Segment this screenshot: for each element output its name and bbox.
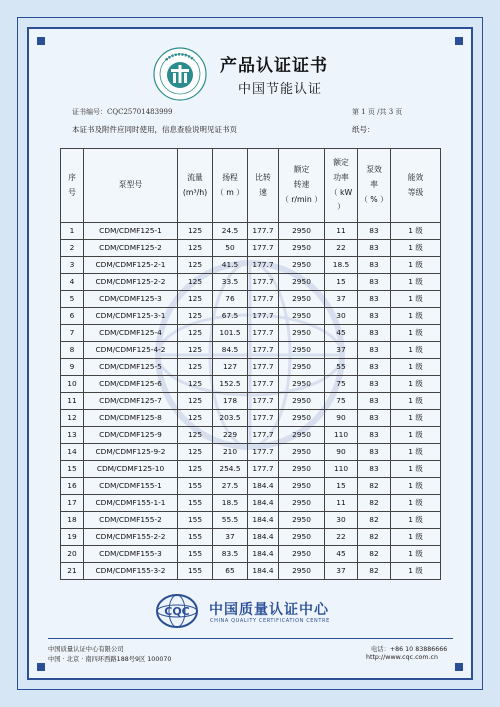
column-header-line: 等级 — [407, 187, 424, 197]
table-cell: CDM/CDMF125-10 — [84, 461, 178, 478]
table-cell: 152.5 — [213, 376, 248, 393]
column-header-line: 号 — [68, 187, 76, 197]
table-cell: 127 — [213, 359, 248, 376]
footer-website[interactable]: http://www.cqc.com.cn — [366, 654, 438, 661]
table-cell: 2950 — [279, 359, 325, 376]
table-cell: CDM/CDMF125-2 — [84, 240, 178, 257]
table-cell: 83 — [358, 308, 391, 325]
table-row — [61, 512, 441, 529]
table-cell: 16 — [61, 478, 84, 495]
table-cell: 84.5 — [213, 342, 248, 359]
table-cell: 45 — [325, 325, 358, 342]
table-cell: CDM/CDMF155-3 — [84, 546, 178, 563]
table-cell: 83 — [358, 359, 391, 376]
table-cell: 2950 — [279, 410, 325, 427]
column-header — [248, 149, 279, 223]
table-header-row — [61, 149, 441, 223]
table-cell: 8 — [61, 342, 84, 359]
table-cell: 2950 — [279, 563, 325, 580]
table-cell: 45 — [325, 546, 358, 563]
table-cell: 125 — [178, 240, 213, 257]
table-cell: 178 — [213, 393, 248, 410]
table-cell: 2950 — [279, 529, 325, 546]
table-cell: 33.5 — [213, 274, 248, 291]
table-cell: 1 级 — [391, 274, 441, 291]
column-header-line: 功率 — [333, 172, 349, 182]
table-cell: 5 — [61, 291, 84, 308]
column-header-line: 比转 — [255, 172, 271, 182]
column-header — [61, 149, 84, 223]
table-cell: 254.5 — [213, 461, 248, 478]
table-cell: 18 — [61, 512, 84, 529]
table-cell: 110 — [325, 427, 358, 444]
corner-ornament — [455, 37, 463, 45]
table-cell: 1 级 — [391, 223, 441, 240]
table-cell: 21 — [61, 563, 84, 580]
table-cell: 17 — [61, 495, 84, 512]
table-cell: 177.7 — [248, 376, 279, 393]
column-header-line: 转速 — [293, 180, 310, 190]
column-header-line: 流量 — [187, 172, 203, 182]
column-header-line: （ m ） — [215, 187, 245, 197]
table-cell: 2950 — [279, 546, 325, 563]
cqc-globe-logo-icon — [155, 593, 199, 629]
table-cell: 55 — [325, 359, 358, 376]
table-cell: 125 — [178, 325, 213, 342]
table-row — [61, 478, 441, 495]
table-cell: 2950 — [279, 376, 325, 393]
table-row — [61, 240, 441, 257]
table-cell: 101.5 — [213, 325, 248, 342]
table-cell: 83 — [358, 342, 391, 359]
table-cell: 9 — [61, 359, 84, 376]
table-cell: 11 — [61, 393, 84, 410]
table-cell: 1 级 — [391, 444, 441, 461]
table-cell: 90 — [325, 444, 358, 461]
table-cell: 155 — [178, 512, 213, 529]
table-cell: CDM/CDMF155-1 — [84, 478, 178, 495]
table-cell: 75 — [325, 393, 358, 410]
footer-phone: 电话：+86 10 83886666 — [371, 646, 448, 653]
table-row — [61, 444, 441, 461]
table-cell: 184.4 — [248, 563, 279, 580]
table-cell: 82 — [358, 495, 391, 512]
table-cell: 125 — [178, 342, 213, 359]
column-header-line: 额定 — [333, 157, 349, 167]
table-cell: 24.5 — [213, 223, 248, 240]
table-cell: CDM/CDMF125-8 — [84, 410, 178, 427]
table-cell: 65 — [213, 563, 248, 580]
table-cell: 1 级 — [391, 359, 441, 376]
table-cell: 177.7 — [248, 223, 279, 240]
table-cell: 177.7 — [248, 359, 279, 376]
table-cell: 210 — [213, 444, 248, 461]
table-cell: 15 — [325, 274, 358, 291]
table-cell: 7 — [61, 325, 84, 342]
table-row — [61, 274, 441, 291]
table-cell: 2950 — [279, 478, 325, 495]
table-cell: CDM/CDMF155-2 — [84, 512, 178, 529]
table-cell: 184.4 — [248, 546, 279, 563]
table-cell: 3 — [61, 257, 84, 274]
table-cell: 27.5 — [213, 478, 248, 495]
table-cell: 177.7 — [248, 444, 279, 461]
column-header-line: (m³/h) — [182, 187, 208, 197]
table-cell: 125 — [178, 308, 213, 325]
table-row — [61, 342, 441, 359]
table-cell: 177.7 — [248, 325, 279, 342]
table-cell: 125 — [178, 393, 213, 410]
table-cell: 1 级 — [391, 427, 441, 444]
footer-divider — [48, 638, 453, 639]
table-cell: 155 — [178, 495, 213, 512]
table-cell: CDM/CDMF125-3-1 — [84, 308, 178, 325]
table-cell: CDM/CDMF125-2-2 — [84, 274, 178, 291]
table-row — [61, 291, 441, 308]
table-cell: 2950 — [279, 512, 325, 529]
table-cell: 110 — [325, 461, 358, 478]
table-cell: CDM/CDMF125-3 — [84, 291, 178, 308]
column-header-line: 泵型号 — [118, 180, 143, 190]
table-row — [61, 427, 441, 444]
table-cell: 177.7 — [248, 291, 279, 308]
table-cell: 37 — [325, 342, 358, 359]
table-row — [61, 461, 441, 478]
table-cell: 67.5 — [213, 308, 248, 325]
column-header-line: （ % ） — [360, 194, 388, 204]
table-cell: 83 — [358, 274, 391, 291]
table-cell: 2950 — [279, 240, 325, 257]
table-cell: 125 — [178, 291, 213, 308]
table-cell: 177.7 — [248, 257, 279, 274]
table-cell: 177.7 — [248, 274, 279, 291]
table-cell: 177.7 — [248, 410, 279, 427]
table-cell: 1 级 — [391, 240, 441, 257]
table-cell: 184.4 — [248, 512, 279, 529]
table-cell: 11 — [325, 223, 358, 240]
table-row — [61, 546, 441, 563]
table-cell: 1 级 — [391, 495, 441, 512]
table-cell: 18.5 — [213, 495, 248, 512]
table-cell: 177.7 — [248, 427, 279, 444]
table-row — [61, 359, 441, 376]
table-cell: 125 — [178, 461, 213, 478]
table-cell: 1 级 — [391, 546, 441, 563]
table-cell: CDM/CDMF125-7 — [84, 393, 178, 410]
table-cell: CDM/CDMF155-3-2 — [84, 563, 178, 580]
table-cell: 90 — [325, 410, 358, 427]
table-cell: 177.7 — [248, 461, 279, 478]
table-cell: 11 — [325, 495, 358, 512]
table-row — [61, 529, 441, 546]
footer-company: 中国质量认证中心有限公司 — [48, 646, 124, 653]
table-cell: 177.7 — [248, 308, 279, 325]
table-cell: 82 — [358, 512, 391, 529]
column-header-line: 泵效 — [366, 165, 382, 175]
usage-notice: 本证书及附件应同时使用，信息查验说明见证书页 — [72, 125, 237, 134]
table-cell: 2950 — [279, 291, 325, 308]
table-cell: CDM/CDMF155-2-2 — [84, 529, 178, 546]
column-header — [84, 149, 178, 223]
table-cell: CDM/CDMF125-9-2 — [84, 444, 178, 461]
table-cell: 125 — [178, 274, 213, 291]
table-cell: 125 — [178, 410, 213, 427]
column-header-line: ） — [337, 202, 345, 212]
corner-ornament — [37, 37, 45, 45]
table-cell: 125 — [178, 359, 213, 376]
table-cell: 184.4 — [248, 478, 279, 495]
table-cell: 41.5 — [213, 257, 248, 274]
table-cell: 125 — [178, 427, 213, 444]
table-cell: 2950 — [279, 308, 325, 325]
table-cell: CDM/CDMF125-6 — [84, 376, 178, 393]
table-cell: 155 — [178, 478, 213, 495]
table-row — [61, 325, 441, 342]
table-cell: 177.7 — [248, 240, 279, 257]
column-header-line: 序 — [68, 172, 76, 182]
table-cell: 82 — [358, 546, 391, 563]
table-cell: 30 — [325, 512, 358, 529]
table-cell: 2950 — [279, 257, 325, 274]
table-cell: 1 级 — [391, 512, 441, 529]
table-cell: 2950 — [279, 342, 325, 359]
table-cell: 83 — [358, 461, 391, 478]
table-cell: CDM/CDMF125-2-1 — [84, 257, 178, 274]
table-row — [61, 308, 441, 325]
table-cell: 1 级 — [391, 325, 441, 342]
table-cell: 184.4 — [248, 529, 279, 546]
table-cell: 83 — [358, 240, 391, 257]
product-table — [60, 148, 440, 580]
table-cell: CDM/CDMF125-5 — [84, 359, 178, 376]
table-cell: 1 级 — [391, 410, 441, 427]
table-cell: 15 — [61, 461, 84, 478]
table-cell: 50 — [213, 240, 248, 257]
table-cell: 75 — [325, 376, 358, 393]
table-cell: 2950 — [279, 444, 325, 461]
table-cell: 1 级 — [391, 291, 441, 308]
table-row — [61, 410, 441, 427]
table-cell: 37 — [213, 529, 248, 546]
table-cell: CDM/CDMF125-9 — [84, 427, 178, 444]
table-cell: 1 级 — [391, 257, 441, 274]
table-cell: 83 — [358, 444, 391, 461]
table-cell: 1 级 — [391, 393, 441, 410]
table-cell: 76 — [213, 291, 248, 308]
table-cell: 83 — [358, 223, 391, 240]
table-cell: 22 — [325, 529, 358, 546]
column-header-line: （ kW — [329, 187, 353, 197]
column-header — [178, 149, 213, 223]
table-cell: 155 — [178, 546, 213, 563]
table-cell: 2950 — [279, 325, 325, 342]
table-cell: 37 — [325, 291, 358, 308]
table-cell: 2950 — [279, 223, 325, 240]
energy-saving-certification-seal-icon — [152, 46, 208, 102]
table-cell: 1 级 — [391, 461, 441, 478]
table-cell: 1 级 — [391, 342, 441, 359]
table-cell: CDM/CDMF125-1 — [84, 223, 178, 240]
table-cell: 83 — [358, 325, 391, 342]
table-cell: 6 — [61, 308, 84, 325]
column-header — [325, 149, 358, 223]
table-cell: 4 — [61, 274, 84, 291]
column-header — [213, 149, 248, 223]
column-header — [391, 149, 441, 223]
table-row — [61, 376, 441, 393]
table-cell: 15 — [325, 478, 358, 495]
table-cell: 177.7 — [248, 393, 279, 410]
table-row — [61, 563, 441, 580]
page-title: 产品认证证书 — [220, 56, 328, 76]
table-cell: 12 — [61, 410, 84, 427]
corner-ornament — [37, 663, 45, 671]
table-cell: 14 — [61, 444, 84, 461]
table-cell: 1 级 — [391, 529, 441, 546]
table-cell: CDM/CDMF125-4 — [84, 325, 178, 342]
table-row — [61, 257, 441, 274]
column-header-line: （ r/min ） — [280, 194, 323, 204]
table-cell: 83 — [358, 291, 391, 308]
table-cell: CDM/CDMF125-4-2 — [84, 342, 178, 359]
table-cell: 19 — [61, 529, 84, 546]
table-cell: 83 — [358, 393, 391, 410]
table-cell: 83 — [358, 376, 391, 393]
table-cell: 1 级 — [391, 308, 441, 325]
paper-number-label: 纸号： — [352, 125, 375, 134]
page-number: 第 1 页 /共 3 页 — [352, 108, 403, 116]
table-cell: 1 级 — [391, 563, 441, 580]
footer-address: 中国 · 北京 · 南四环西路188号9区 100070 — [48, 656, 172, 663]
table-cell: 2 — [61, 240, 84, 257]
table-cell: 83 — [358, 257, 391, 274]
table-cell: 1 — [61, 223, 84, 240]
table-cell: 82 — [358, 478, 391, 495]
table-cell: 82 — [358, 529, 391, 546]
column-header-line: 额定 — [293, 165, 310, 175]
table-cell: 83.5 — [213, 546, 248, 563]
certificate-number: 证书编号：CQC25701483999 — [72, 108, 173, 116]
table-cell: 125 — [178, 257, 213, 274]
table-cell: 2950 — [279, 461, 325, 478]
table-cell: 20 — [61, 546, 84, 563]
table-cell: 30 — [325, 308, 358, 325]
table-cell: 155 — [178, 529, 213, 546]
table-cell: 10 — [61, 376, 84, 393]
table-cell: 229 — [213, 427, 248, 444]
table-cell: 1 级 — [391, 478, 441, 495]
table-cell: 155 — [178, 563, 213, 580]
page-subtitle: 中国节能认证 — [238, 82, 323, 97]
table-cell: 125 — [178, 376, 213, 393]
table-cell: 22 — [325, 240, 358, 257]
table-cell: 2950 — [279, 274, 325, 291]
table-cell: 83 — [358, 410, 391, 427]
table-cell: 1 级 — [391, 376, 441, 393]
column-header-line: 速 — [259, 187, 267, 197]
table-cell: 2950 — [279, 495, 325, 512]
table-row — [61, 495, 441, 512]
table-cell: 37 — [325, 563, 358, 580]
table-cell: 55.5 — [213, 512, 248, 529]
table-cell: CDM/CDMF155-1-1 — [84, 495, 178, 512]
table-cell: 13 — [61, 427, 84, 444]
table-cell: 2950 — [279, 427, 325, 444]
table-cell: 177.7 — [248, 342, 279, 359]
column-header-line: 能效 — [407, 172, 424, 182]
table-cell: 2950 — [279, 393, 325, 410]
table-cell: 125 — [178, 444, 213, 461]
org-name-en: CHINA QUALITY CERTIFICATION CENTRE — [210, 618, 330, 624]
table-cell: 83 — [358, 427, 391, 444]
org-name-cn: 中国质量认证中心 — [209, 602, 329, 618]
column-header — [358, 149, 391, 223]
table-cell: 203.5 — [213, 410, 248, 427]
column-header — [279, 149, 325, 223]
corner-ornament — [455, 663, 463, 671]
column-header-line: 扬程 — [222, 172, 238, 182]
table-row — [61, 223, 441, 240]
table-cell: 184.4 — [248, 495, 279, 512]
table-row — [61, 393, 441, 410]
column-header-line: 率 — [370, 180, 378, 190]
table-cell: 82 — [358, 563, 391, 580]
cqc-logo-text: CQC — [164, 605, 190, 618]
table-cell: 18.5 — [325, 257, 358, 274]
table-cell: 125 — [178, 223, 213, 240]
